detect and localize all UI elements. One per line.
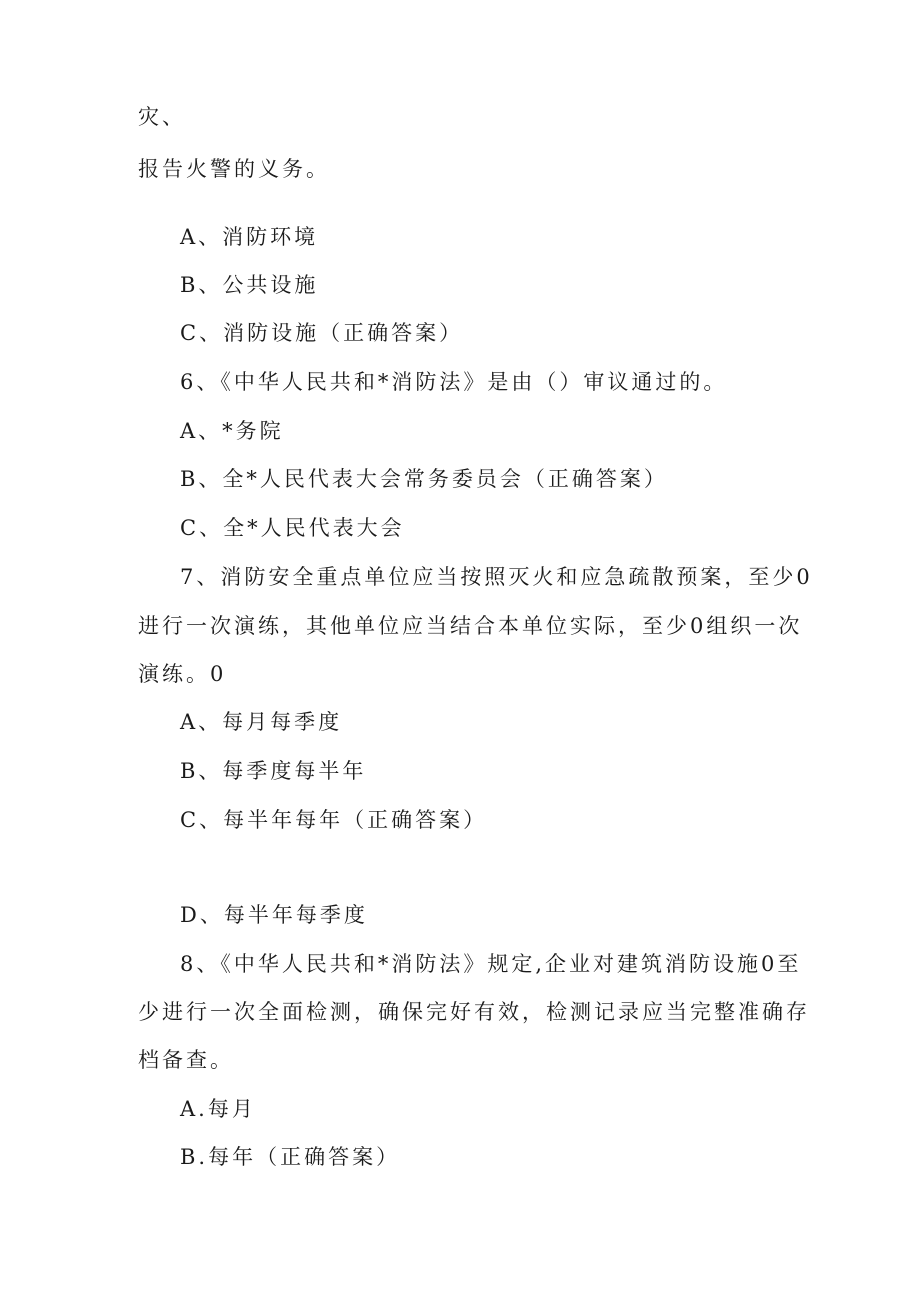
option-line: C、每半年每年（正确答案） xyxy=(180,808,488,832)
question-line: 档备查。 xyxy=(138,1048,234,1072)
option-line: A、每月每季度 xyxy=(180,710,343,734)
option-line: D、每半年每季度 xyxy=(180,903,368,927)
question-line: 8、《中华人民共和*消防法》规定,企业对建筑消防设施0至 xyxy=(180,952,802,976)
text-line: 报告火警的义务。 xyxy=(138,157,330,181)
text-line: 灾、 xyxy=(138,105,186,129)
option-line: B、公共设施 xyxy=(180,273,319,297)
question-line: 7、消防安全重点单位应当按照灭火和应急疏散预案，至少0 xyxy=(180,565,813,589)
option-line: B、全*人民代表大会常务委员会（正确答案） xyxy=(180,467,668,491)
question-line: 进行一次演练，其他单位应当结合本单位实际，至少0组织一次 xyxy=(138,614,803,638)
option-line: C、全*人民代表大会 xyxy=(180,516,405,540)
option-line: B、每季度每半年 xyxy=(180,759,367,783)
option-line: C、消防设施（正确答案） xyxy=(180,321,464,345)
question-line: 6、《中华人民共和*消防法》是由（）审议通过的。 xyxy=(180,370,728,394)
option-line: A、消防环境 xyxy=(180,225,319,249)
option-line: B.每年（正确答案） xyxy=(180,1145,401,1169)
question-line: 演练。0 xyxy=(138,662,227,686)
option-line: A、*务院 xyxy=(180,419,284,443)
option-line: A.每月 xyxy=(180,1097,256,1121)
question-line: 少进行一次全面检测，确保完好有效，检测记录应当完整准确存 xyxy=(138,1000,810,1024)
